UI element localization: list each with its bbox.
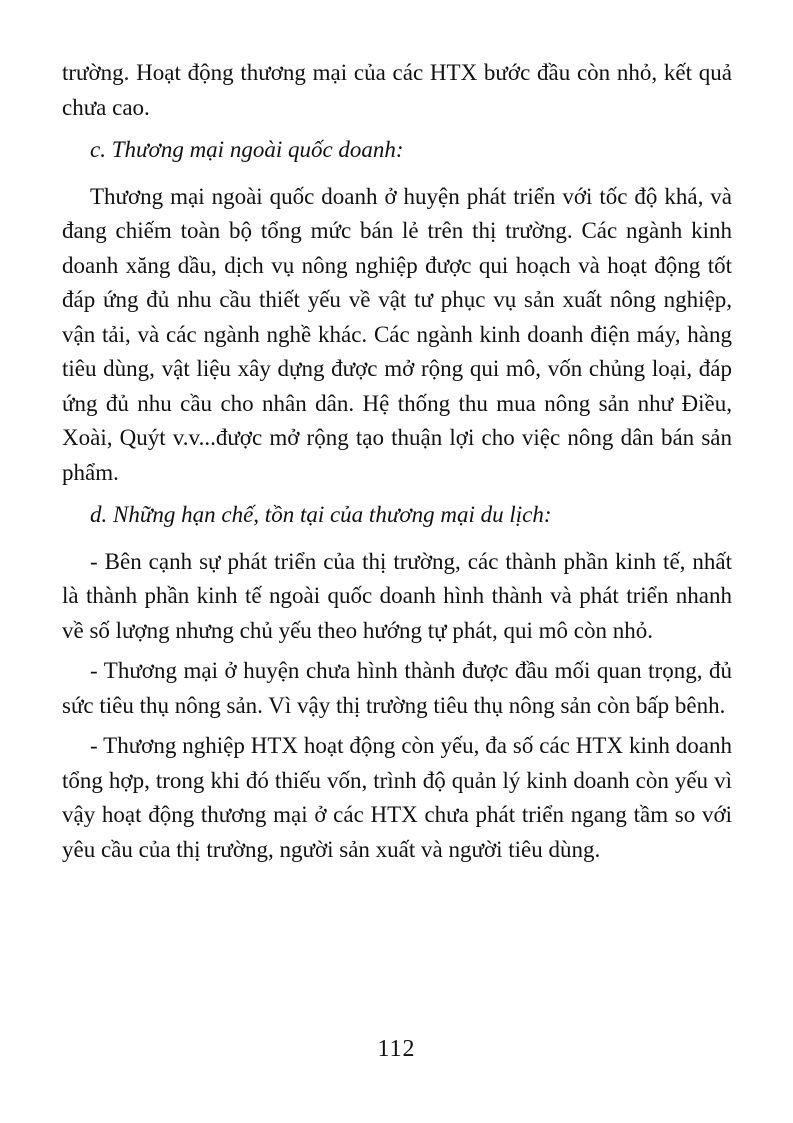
page-body xyxy=(62,56,732,873)
paragraph-d1: - Bên cạnh sự phát triển của thị trường, các thành phần kinh tế, nhất là thành phần kinh tế ngoài quốc doanh hình thành và phát triển nhanh về số lượng nhưng chủ yếu theo hướng tự phát, qui mô còn nhỏ. xyxy=(62,548,732,643)
paragraph-intro: trường. Hoạt động thương mại của các HTX bước đầu còn nhỏ, kết quả chưa cao. xyxy=(62,60,732,120)
paragraph-c: Thương mại ngoài quốc doanh ở huyện phát triển với tốc độ khá, và đang chiếm toàn bộ tổng mức bán lẻ trên thị trường. Các ngành kinh doanh xăng dầu, dịch vụ nông nghiệp được qui hoạch và hoạt động tốt đáp ứng đủ nhu cầu thiết yếu về vật tư phục vụ sản xuất nông nghiệp, vận tải, và các ngành nghề khác. Các ngành kinh doanh điện máy, hàng tiêu dùng, vật liệu xây dựng được mở rộng qui mô, vốn chủng loại, đáp ứng đủ nhu cầu cho nhân dân. Hệ thống thu mua nông sản như Điều, Xoài, Quýt v.v...được mở rộng tạo thuận lợi cho việc nông dân bán sản phẩm. xyxy=(62,183,732,485)
page-number: 112 xyxy=(377,1036,416,1062)
paragraph-d3: - Thương nghiệp HTX hoạt động còn yếu, đa số các HTX kinh doanh tổng hợp, trong khi đó thiếu vốn, trình độ quản lý kinh doanh còn yếu vì vậy hoạt động thương mại ở các HTX chưa phát triển ngang tầm so với yêu cầu của thị trường, người sản xuất và người tiêu dùng. xyxy=(62,733,732,862)
paragraph-d2: - Thương mại ở huyện chưa hình thành được đầu mối quan trọng, đủ sức tiêu thụ nông sản. Vì vậy thị trường tiêu thụ nông sản còn bấp bênh. xyxy=(62,658,732,718)
section-heading-d: d. Những hạn chế, tồn tại của thương mại du lịch: xyxy=(90,502,552,527)
section-heading-c: c. Thương mại ngoài quốc doanh: xyxy=(90,137,404,162)
